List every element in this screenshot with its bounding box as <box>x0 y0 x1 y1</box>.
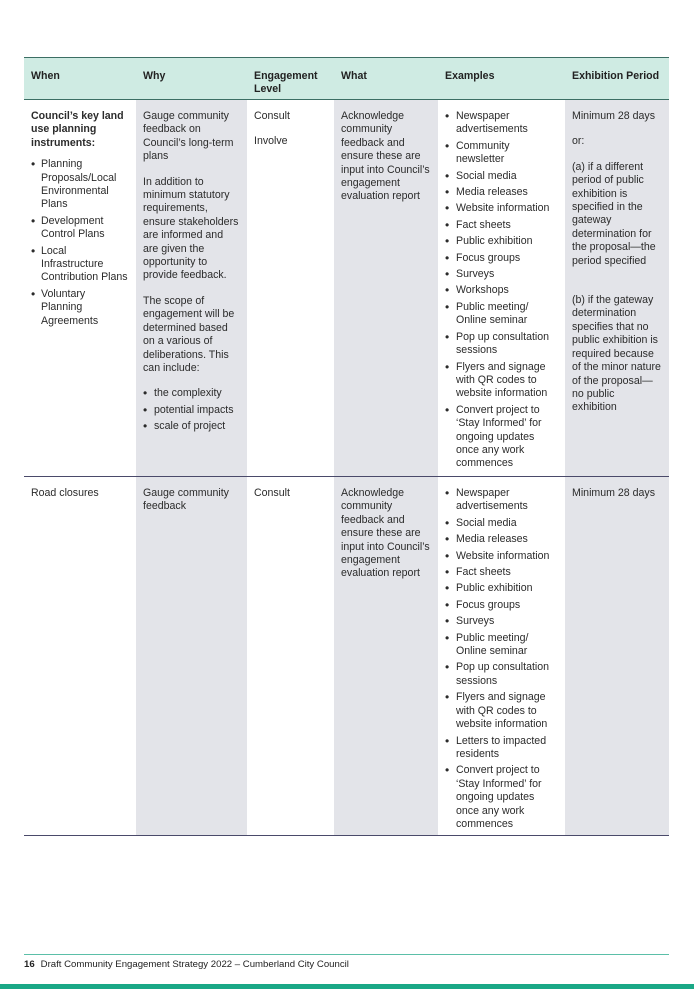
why-cell <box>136 100 247 476</box>
when-title: Road closures <box>31 487 99 499</box>
list-item: • the complexity <box>143 387 240 400</box>
list-item: • scale of project <box>143 420 240 433</box>
level-text: Consult <box>254 487 290 499</box>
exhibition-text: or: <box>572 135 585 148</box>
header-engagement-level: Engagement Level <box>247 58 334 99</box>
engagement-level-cell <box>247 100 334 476</box>
list-item: • Flyers and signage with QR codes to website information <box>445 361 558 401</box>
footer-divider <box>24 954 669 955</box>
list-item: • Public meeting/ Online seminar <box>445 301 558 328</box>
why-list <box>143 387 240 433</box>
list-item: • Planning Proposals/Local Environmental Plans <box>31 158 129 212</box>
table-header-row <box>24 58 669 100</box>
when-cell <box>24 477 136 835</box>
list-item: • Public meeting/ Online seminar <box>445 632 558 659</box>
header-why: Why <box>136 58 247 99</box>
document-title: Draft Community Engagement Strategy 2022 – Cumberland City Council <box>40 959 349 970</box>
page-number: 16 <box>24 959 35 970</box>
exhibition-cell <box>565 477 669 835</box>
list-item: • Media releases <box>445 533 558 546</box>
why-paragraph: Gauge community feedback <box>143 487 229 513</box>
level-text: Involve <box>254 135 288 148</box>
why-cell <box>136 477 247 835</box>
list-item: • Focus groups <box>445 252 558 265</box>
why-paragraph: In addition to minimum statutory requirements, ensure stakeholders are informed and are given the opportunity to provide feedback. <box>143 175 239 282</box>
list-item: • Pop up consultation sessions <box>445 331 558 358</box>
list-item: • Public exhibition <box>445 235 558 248</box>
list-item: • Fact sheets <box>445 566 558 579</box>
list-item: • Public exhibition <box>445 582 558 595</box>
list-item: • Workshops <box>445 284 558 297</box>
header-what: What <box>334 58 438 99</box>
bottom-accent-bar <box>0 984 694 989</box>
page-footer <box>24 959 349 970</box>
list-item: • Surveys <box>445 615 558 628</box>
table-row <box>24 100 669 477</box>
list-item: • Social media <box>445 517 558 530</box>
exhibition-text: (a) if a different period of public exhibition is specified in the gateway determination for the proposal—the period specified <box>572 160 656 267</box>
list-item: • Newspaper advertisements <box>445 487 558 514</box>
list-item: • Media releases <box>445 186 558 199</box>
list-item: • Pop up consultation sessions <box>445 661 558 688</box>
table-row <box>24 477 669 836</box>
exhibition-text: Minimum 28 days <box>572 110 656 122</box>
list-item: • Surveys <box>445 268 558 281</box>
when-list <box>31 158 129 328</box>
exhibition-text: Minimum 28 days <box>572 487 656 499</box>
examples-list <box>445 110 558 471</box>
why-paragraph: The scope of engagement will be determined based on a various of deliberations. This can include: <box>143 294 235 374</box>
list-item: • Convert project to ‘Stay Informed’ for ongoing updates once any work commences <box>445 404 558 471</box>
examples-cell <box>438 100 565 476</box>
why-paragraph: Gauge community feedback on Council’s long-term plans <box>143 110 234 163</box>
list-item: • Fact sheets <box>445 219 558 232</box>
examples-list <box>445 487 558 831</box>
list-item: • Letters to impacted residents <box>445 735 558 762</box>
list-item: • Website information <box>445 202 558 215</box>
engagement-table <box>24 57 669 836</box>
list-item: • Convert project to ‘Stay Informed’ for ongoing updates once any work commences <box>445 764 558 831</box>
list-item: • Local Infrastructure Contribution Plans <box>31 245 129 285</box>
examples-cell <box>438 477 565 835</box>
header-examples: Examples <box>438 58 565 99</box>
exhibition-text: (b) if the gateway determination specifies that no public exhibition is required because of the minor nature of the proposal—no public exhibition <box>572 294 661 414</box>
list-item: • potential impacts <box>143 404 240 417</box>
level-text: Consult <box>254 110 290 122</box>
list-item: • Focus groups <box>445 599 558 612</box>
list-item: • Newspaper advertisements <box>445 110 558 137</box>
when-title: Council’s key land use planning instruments: <box>31 110 124 149</box>
list-item: • Website information <box>445 550 558 563</box>
list-item: • Social media <box>445 170 558 183</box>
list-item: • Community newsletter <box>445 140 558 167</box>
header-when: When <box>24 58 136 99</box>
exhibition-cell <box>565 100 669 476</box>
header-exhibition-period: Exhibition Period <box>565 58 669 99</box>
list-item: • Flyers and signage with QR codes to website information <box>445 691 558 731</box>
list-item: • Voluntary Planning Agreements <box>31 288 129 328</box>
list-item: • Development Control Plans <box>31 215 129 242</box>
what-cell: Acknowledge community feedback and ensure these are input into Council’s engagement evaluation report <box>334 100 438 476</box>
engagement-level-cell <box>247 477 334 835</box>
when-cell <box>24 100 136 476</box>
what-cell: Acknowledge community feedback and ensure these are input into Council’s engagement evaluation report <box>334 477 438 835</box>
